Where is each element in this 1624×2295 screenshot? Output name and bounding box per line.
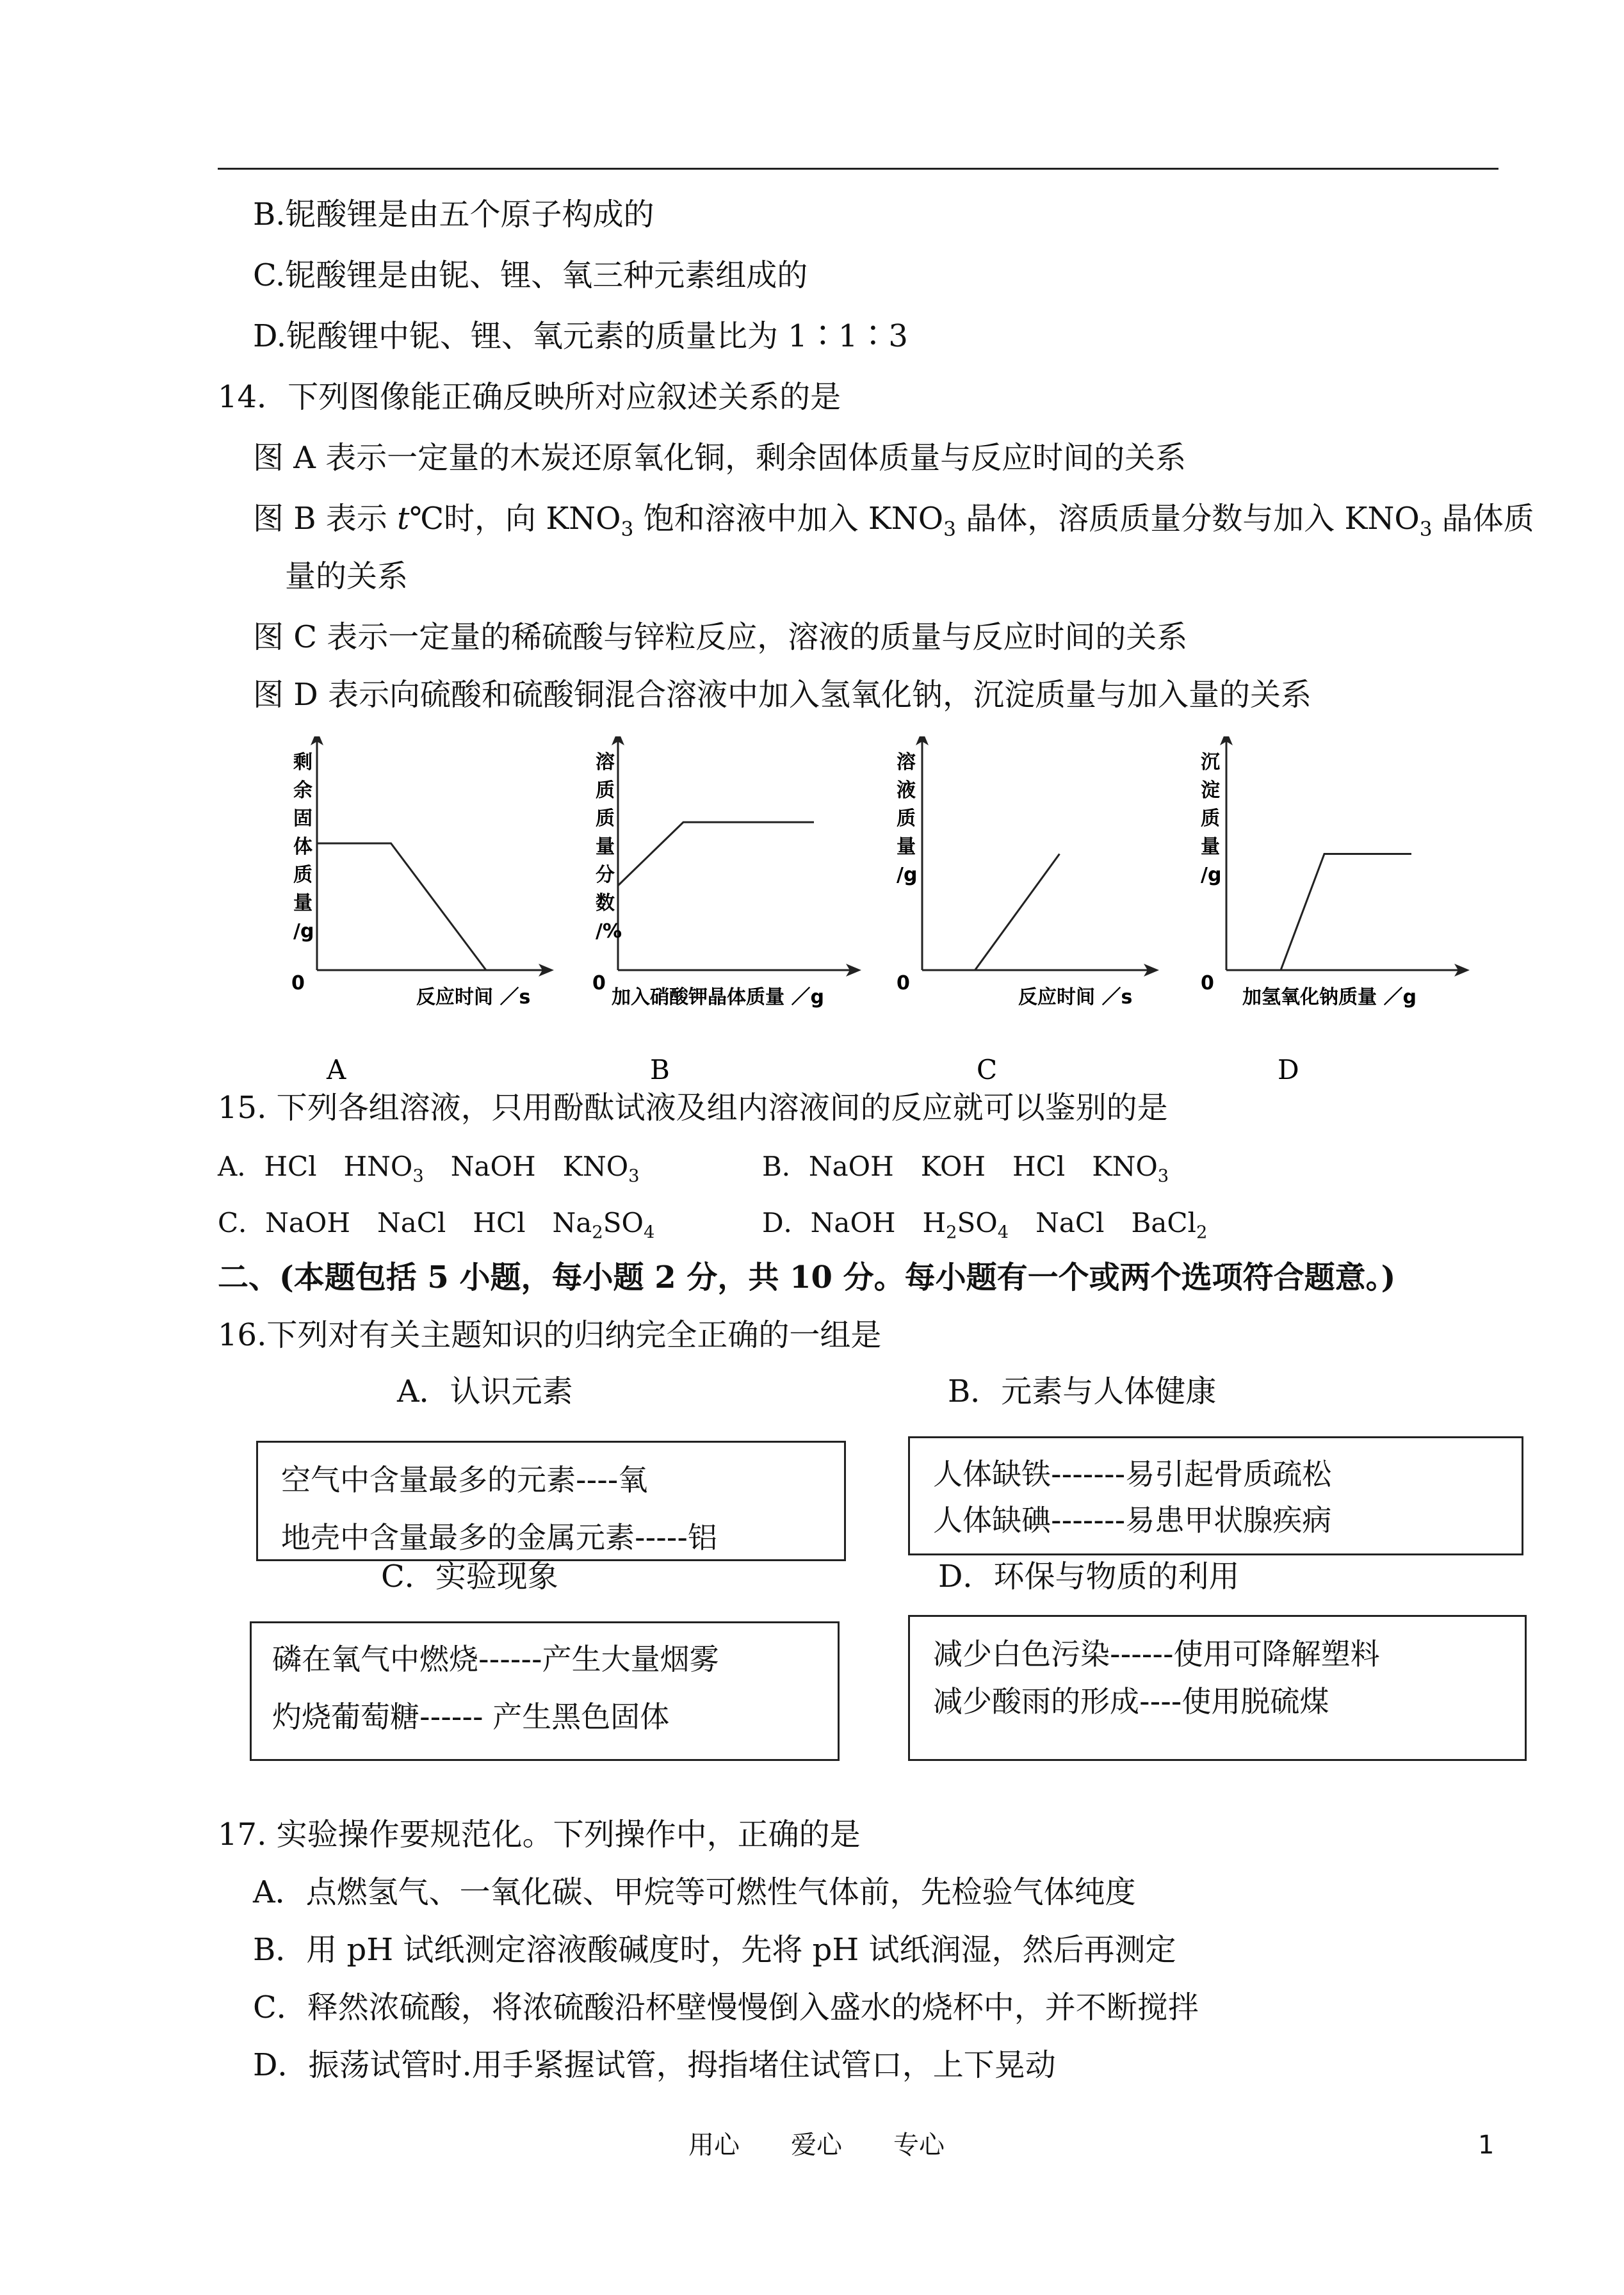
graph-a-ylabel-char: 余 — [293, 779, 313, 802]
graph-c-ylabel-char: 液 — [897, 779, 916, 802]
graph-b-ylabel-char: 分 — [596, 864, 615, 886]
q14-desc-a: 图 A 表示一定量的木炭还原氧化铜，剩余固体质量与反应时间的关系 — [253, 440, 1187, 476]
q16-a-line2: 地壳中含量最多的金属元素-----铝 — [281, 1520, 717, 1555]
graph-a-ylabel-char: 量 — [293, 892, 313, 914]
graph-a-panel-letter: A — [327, 1054, 346, 1085]
graph-d-ylabel-char: 沉 — [1201, 751, 1220, 774]
q16-c-box — [250, 1621, 840, 1761]
graph-b-xlabel: 加入硝酸钾晶体质量 ／g — [612, 986, 824, 1009]
q14-desc-b: 图 B 表示 t℃时，向 $KNO_3$ 饱和溶液中加入 $KNO_3$ 晶体，溶质质量分数与加入 $KNO_3$ 晶体质 — [253, 501, 1534, 541]
q16-b-line1: 人体缺铁-------易引起骨质疏松 — [933, 1457, 1332, 1491]
graph-b-ylabel-char: 质 — [596, 779, 615, 802]
q14-desc-c: 图 C 表示一定量的稀硫酸与锌粒反应，溶液的质量与反应时间的关系 — [253, 619, 1188, 655]
q15-stem: 15. 下列各组溶液，只用酚酞试液及组内溶液间的反应就可以鉴别的是 — [218, 1090, 1168, 1126]
q13-option-d: D.铌酸锂中铌、锂、氧元素的质量比为 1∶1∶3 — [253, 318, 908, 354]
graph-d-ylabel-char: /g — [1201, 864, 1222, 886]
header-rule — [218, 168, 1498, 170]
q13-option-b: B.铌酸锂是由五个原子构成的 — [253, 197, 654, 232]
graph-b-ylabel-char: 数 — [596, 892, 615, 914]
q16-b-box — [908, 1436, 1523, 1555]
graph-c-data-line — [975, 854, 1060, 971]
graph-d-panel-letter: D — [1278, 1054, 1299, 1085]
graph-a-xlabel: 反应时间 ／s — [416, 986, 531, 1009]
q16-c-line1: 磷在氧气中燃烧------产生大量烟雾 — [272, 1642, 719, 1676]
graph-b-ylabel-char: 量 — [596, 836, 615, 858]
page-number: 1 — [1478, 2130, 1495, 2160]
q16-a-box — [256, 1441, 846, 1561]
graph-c-ylabel-char: /g — [897, 864, 918, 886]
graph-b-ylabel-char: /% — [596, 920, 622, 943]
q15-option-b: B．NaOH KOH HCl $KNO_3$ — [762, 1151, 1169, 1187]
q14-graphs — [0, 736, 1624, 1095]
graph-d-data-line — [1281, 854, 1411, 971]
section-2-heading: 二、(本题包括 5 小题，每小题 2 分，共 10 分。每小题有一个或两个选项符合题意。) — [218, 1260, 1396, 1295]
q16-a-title: A．认识元素 — [397, 1374, 573, 1409]
graph-c-xlabel: 反应时间 ／s — [1018, 986, 1133, 1009]
q15-option-d: D．NaOH $H_2SO_4$ NaCl BaCl$_2$ — [762, 1207, 1208, 1243]
q17-option-a: A．点燃氢气、一氧化碳、甲烷等可燃性气体前，先检验气体纯度 — [253, 1874, 1136, 1910]
footer-motto: 用心 爱心 专心 — [688, 2130, 945, 2160]
graph-a-origin: 0 — [291, 972, 305, 994]
graph-a-ylabel-char: 质 — [293, 864, 313, 886]
graph-c-ylabel-char: 量 — [897, 836, 916, 858]
q16-c-title: C．实验现象 — [381, 1559, 558, 1594]
graph-d-xlabel: 加氢氧化钠质量 ／g — [1242, 986, 1417, 1009]
q17-option-b: B．用 pH 试纸测定溶液酸碱度时，先将 pH 试纸润湿，然后再测定 — [253, 1932, 1176, 1968]
graph-b-ylabel-char: 溶 — [596, 751, 615, 774]
q15-option-a: A．HCl $HNO_3$ NaOH $KNO_3$ — [218, 1151, 640, 1187]
graph-d-ylabel-char: 淀 — [1201, 779, 1220, 802]
graph-c-ylabel-char: 溶 — [897, 751, 916, 774]
q16-stem: 16.下列对有关主题知识的归纳完全正确的一组是 — [218, 1317, 882, 1353]
graph-c-ylabel-char: 质 — [897, 807, 916, 830]
graph-c-origin: 0 — [897, 972, 910, 994]
q16-d-line1: 减少白色污染------使用可降解塑料 — [933, 1637, 1380, 1671]
q14-desc-b-cont: 量的关系 — [285, 558, 409, 594]
graph-a-data-line — [317, 843, 486, 970]
graph-a-ylabel-char: 固 — [293, 807, 313, 830]
q15-option-c: C．NaOH NaCl HCl $Na_2SO_4$ — [218, 1207, 655, 1243]
graph-b-origin: 0 — [592, 972, 606, 994]
q17-option-d: D．振荡试管时.用手紧握试管，拇指堵住试管口，上下晃动 — [253, 2047, 1056, 2083]
graph-c-panel-letter: C — [977, 1054, 998, 1085]
q16-b-line2: 人体缺碘-------易患甲状腺疾病 — [933, 1503, 1332, 1537]
q17-stem: 17. 实验操作要规范化。下列操作中，正确的是 — [218, 1817, 861, 1853]
graph-a-ylabel-char: 体 — [293, 836, 313, 858]
graph-d-ylabel-char: 质 — [1201, 807, 1220, 830]
graph-d-ylabel-char: 量 — [1201, 836, 1220, 858]
graph-a-ylabel-char: 剩 — [293, 751, 313, 774]
q17-option-c: C．释然浓硫酸，将浓硫酸沿杯壁慢慢倒入盛水的烧杯中，并不断搅拌 — [253, 1990, 1199, 2025]
graph-d-origin: 0 — [1201, 972, 1214, 994]
graph-a-ylabel-char: /g — [293, 920, 314, 943]
q16-d-title: D．环保与物质的利用 — [938, 1559, 1240, 1594]
q16-a-line1: 空气中含量最多的元素----氧 — [281, 1463, 648, 1497]
q13-option-c: C.铌酸锂是由铌、锂、氧三种元素组成的 — [253, 257, 808, 293]
q14-stem: 14．下列图像能正确反映所对应叙述关系的是 — [218, 379, 841, 415]
graph-b-panel-letter: B — [650, 1054, 670, 1085]
graph-b-data-line — [618, 822, 814, 886]
q16-c-line2: 灼烧葡萄糖------ 产生黑色固体 — [272, 1699, 670, 1734]
q16-d-box — [908, 1615, 1527, 1761]
q16-b-title: B．元素与人体健康 — [948, 1374, 1217, 1409]
q16-d-line2: 减少酸雨的形成----使用脱硫煤 — [933, 1684, 1329, 1719]
graph-b-ylabel-char: 质 — [596, 807, 615, 830]
q14-desc-d: 图 D 表示向硫酸和硫酸铜混合溶液中加入氢氧化钠，沉淀质量与加入量的关系 — [253, 677, 1312, 713]
